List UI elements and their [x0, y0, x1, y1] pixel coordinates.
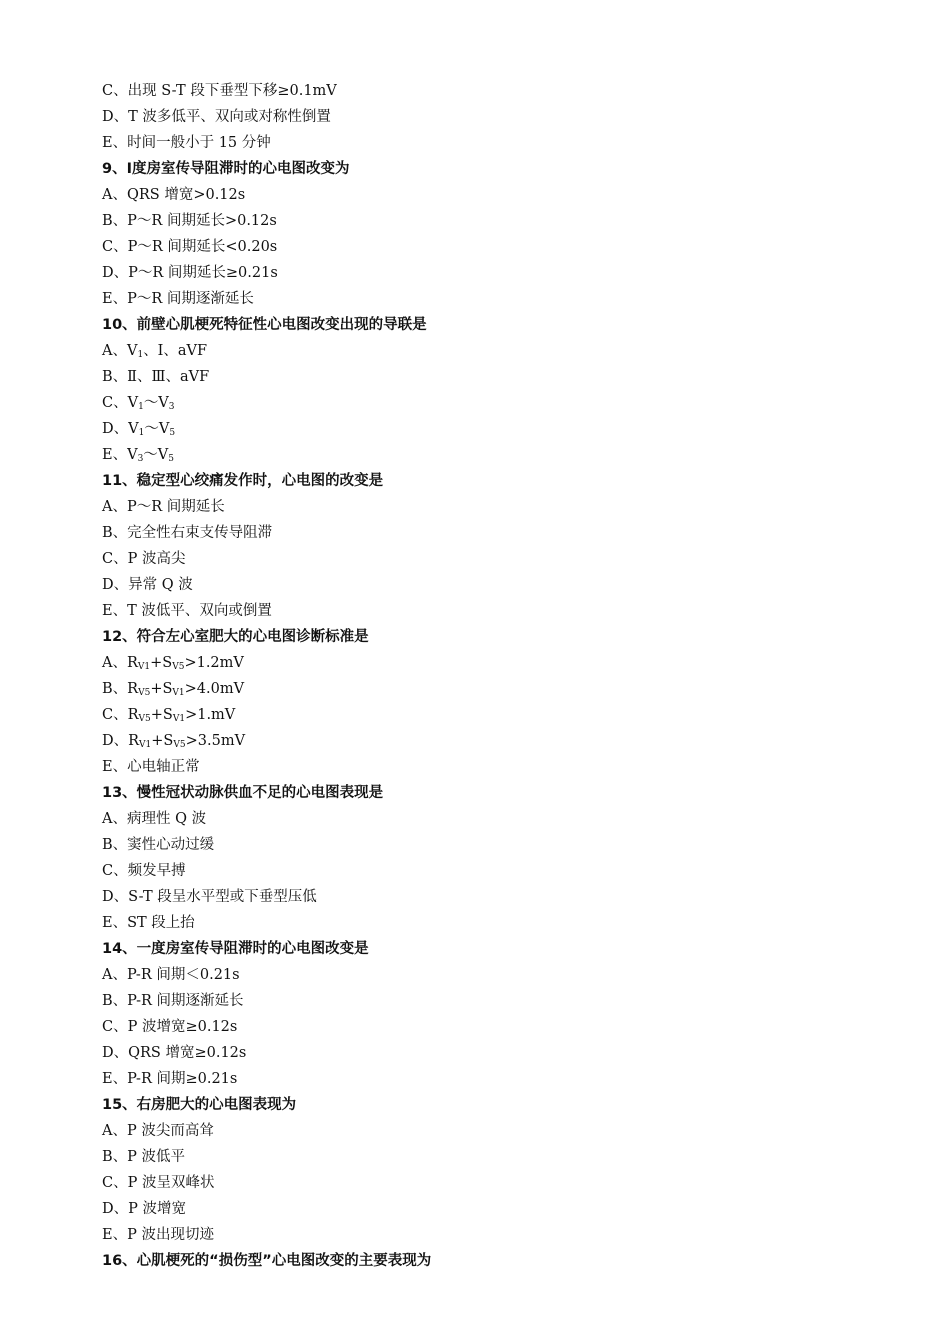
answer-option: [102, 754, 922, 780]
answer-option: [102, 130, 922, 156]
line-text: C、P 波高尖: [102, 551, 186, 567]
answer-option: [102, 1040, 922, 1066]
question-stem: [102, 1092, 922, 1118]
question-stem: [102, 312, 922, 338]
answer-option: [102, 1170, 922, 1196]
line-text: D、QRS 增宽≥0.12s: [102, 1045, 247, 1061]
answer-option: [102, 884, 922, 910]
line-text: >3.5mV: [185, 733, 246, 749]
answer-option: [102, 962, 922, 988]
line-text: A、P～R 间期延长: [102, 499, 225, 515]
answer-option: [102, 1222, 922, 1248]
line-text: D、P～R 间期延长≥0.21s: [102, 265, 278, 281]
line-text: 9、Ⅰ度房室传导阻滞时的心电图改变为: [102, 161, 350, 177]
line-text: E、时间一般小于 15 分钟: [102, 135, 271, 151]
line-text: 14、一度房室传导阻滞时的心电图改变是: [102, 941, 369, 957]
subscript-text: V5: [172, 662, 185, 672]
answer-option: [102, 364, 922, 390]
line-text: A、QRS 增宽>0.12s: [102, 187, 246, 203]
question-stem: [102, 936, 922, 962]
answer-option: [102, 208, 922, 234]
line-text: C、频发早搏: [102, 863, 186, 879]
question-stem: [102, 156, 922, 182]
answer-option: [102, 702, 922, 728]
line-text: E、V: [102, 447, 138, 463]
answer-option: [102, 546, 922, 572]
answer-option: [102, 572, 922, 598]
answer-option: [102, 1066, 922, 1092]
subscript-text: V1: [172, 714, 186, 724]
line-text: ～V: [143, 395, 169, 411]
line-text: A、病理性 Q 波: [102, 811, 207, 827]
line-text: A、V: [102, 343, 138, 359]
answer-option: [102, 520, 922, 546]
answer-option: [102, 78, 922, 104]
line-text: A、R: [102, 655, 138, 671]
answer-option: [102, 858, 922, 884]
question-stem: [102, 468, 922, 494]
answer-option: [102, 676, 922, 702]
answer-option: [102, 988, 922, 1014]
line-text: E、T 波低平、双向或倒置: [102, 603, 272, 619]
line-text: 12、符合左心室肥大的心电图诊断标准是: [102, 629, 369, 645]
line-text: 10、前壁心肌梗死特征性心电图改变出现的导联是: [102, 317, 427, 333]
answer-option: [102, 494, 922, 520]
line-text: 11、稳定型心绞痛发作时，心电图的改变是: [102, 473, 384, 489]
answer-option: [102, 650, 922, 676]
answer-option: [102, 338, 922, 364]
line-text: C、出现 S-T 段下垂型下移≥0.1mV: [102, 83, 337, 99]
line-text: +S: [150, 707, 173, 723]
answer-option: [102, 1118, 922, 1144]
question-stem: [102, 780, 922, 806]
line-text: B、R: [102, 681, 139, 697]
line-text: D、T 波多低平、双向或对称性倒置: [102, 109, 331, 125]
line-text: 、Ⅰ、aVF: [143, 343, 208, 359]
line-text: 15、右房肥大的心电图表现为: [102, 1097, 297, 1113]
subscript-text: 5: [168, 454, 175, 464]
line-text: E、P 波出现切迹: [102, 1227, 214, 1243]
subscript-text: V5: [173, 740, 186, 750]
line-text: D、异常 Q 波: [102, 577, 193, 593]
answer-option: [102, 442, 922, 468]
question-stem: [102, 624, 922, 650]
answer-option: [102, 1196, 922, 1222]
line-text: C、P 波呈双峰状: [102, 1175, 215, 1191]
line-text: E、ST 段上抬: [102, 915, 195, 931]
line-text: B、Ⅱ、Ⅲ、aVF: [102, 369, 210, 385]
answer-option: [102, 182, 922, 208]
line-text: E、P～R 间期逐渐延长: [102, 291, 254, 307]
line-text: D、R: [102, 733, 140, 749]
subscript-text: V1: [139, 740, 152, 750]
line-text: >1.mV: [185, 707, 236, 723]
answer-option: [102, 416, 922, 442]
line-text: +S: [150, 655, 173, 671]
line-text: ～V: [144, 421, 170, 437]
line-text: B、P 波低平: [102, 1149, 186, 1165]
subscript-text: 3: [168, 402, 175, 412]
answer-option: [102, 806, 922, 832]
line-text: B、窦性心动过缓: [102, 837, 215, 853]
line-text: C、V: [102, 395, 139, 411]
line-text: A、P 波尖而高耸: [102, 1123, 214, 1139]
line-text: E、P-R 间期≥0.21s: [102, 1071, 238, 1087]
answer-option: [102, 832, 922, 858]
line-text: ～V: [143, 447, 169, 463]
line-text: 13、慢性冠状动脉供血不足的心电图表现是: [102, 785, 384, 801]
line-text: B、完全性右束支传导阻滞: [102, 525, 273, 541]
line-text: C、P 波增宽≥0.12s: [102, 1019, 238, 1035]
line-text: C、P～R 间期延长<0.20s: [102, 239, 278, 255]
line-text: B、P-R 间期逐渐延长: [102, 993, 244, 1009]
subscript-text: 3: [137, 454, 144, 464]
document-page: [102, 78, 922, 1274]
answer-option: [102, 728, 922, 754]
subscript-text: V1: [137, 662, 151, 672]
answer-option: [102, 104, 922, 130]
question-stem: [102, 1248, 922, 1274]
answer-option: [102, 910, 922, 936]
subscript-text: 1: [137, 350, 144, 360]
answer-option: [102, 1144, 922, 1170]
answer-option: [102, 286, 922, 312]
line-text: 16、心肌梗死的“损伤型”心电图改变的主要表现为: [102, 1253, 432, 1269]
line-text: >4.0mV: [184, 681, 245, 697]
line-text: D、P 波增宽: [102, 1201, 186, 1217]
answer-option: [102, 598, 922, 624]
line-text: >1.2mV: [184, 655, 244, 671]
line-text: A、P-R 间期＜0.21s: [102, 967, 240, 983]
answer-option: [102, 260, 922, 286]
line-text: C、R: [102, 707, 139, 723]
subscript-text: 5: [169, 428, 176, 438]
subscript-text: 1: [138, 428, 145, 438]
subscript-text: 1: [138, 402, 144, 412]
answer-option: [102, 234, 922, 260]
line-text: B、P～R 间期延长>0.12s: [102, 213, 277, 229]
line-text: +S: [151, 733, 174, 749]
answer-option: [102, 1014, 922, 1040]
subscript-text: V5: [138, 688, 151, 698]
line-text: E、心电轴正常: [102, 759, 200, 775]
line-text: D、V: [102, 421, 139, 437]
subscript-text: V1: [172, 688, 185, 698]
answer-option: [102, 390, 922, 416]
line-text: +S: [150, 681, 173, 697]
line-text: D、S-T 段呈水平型或下垂型压低: [102, 889, 317, 905]
subscript-text: V5: [138, 714, 151, 724]
